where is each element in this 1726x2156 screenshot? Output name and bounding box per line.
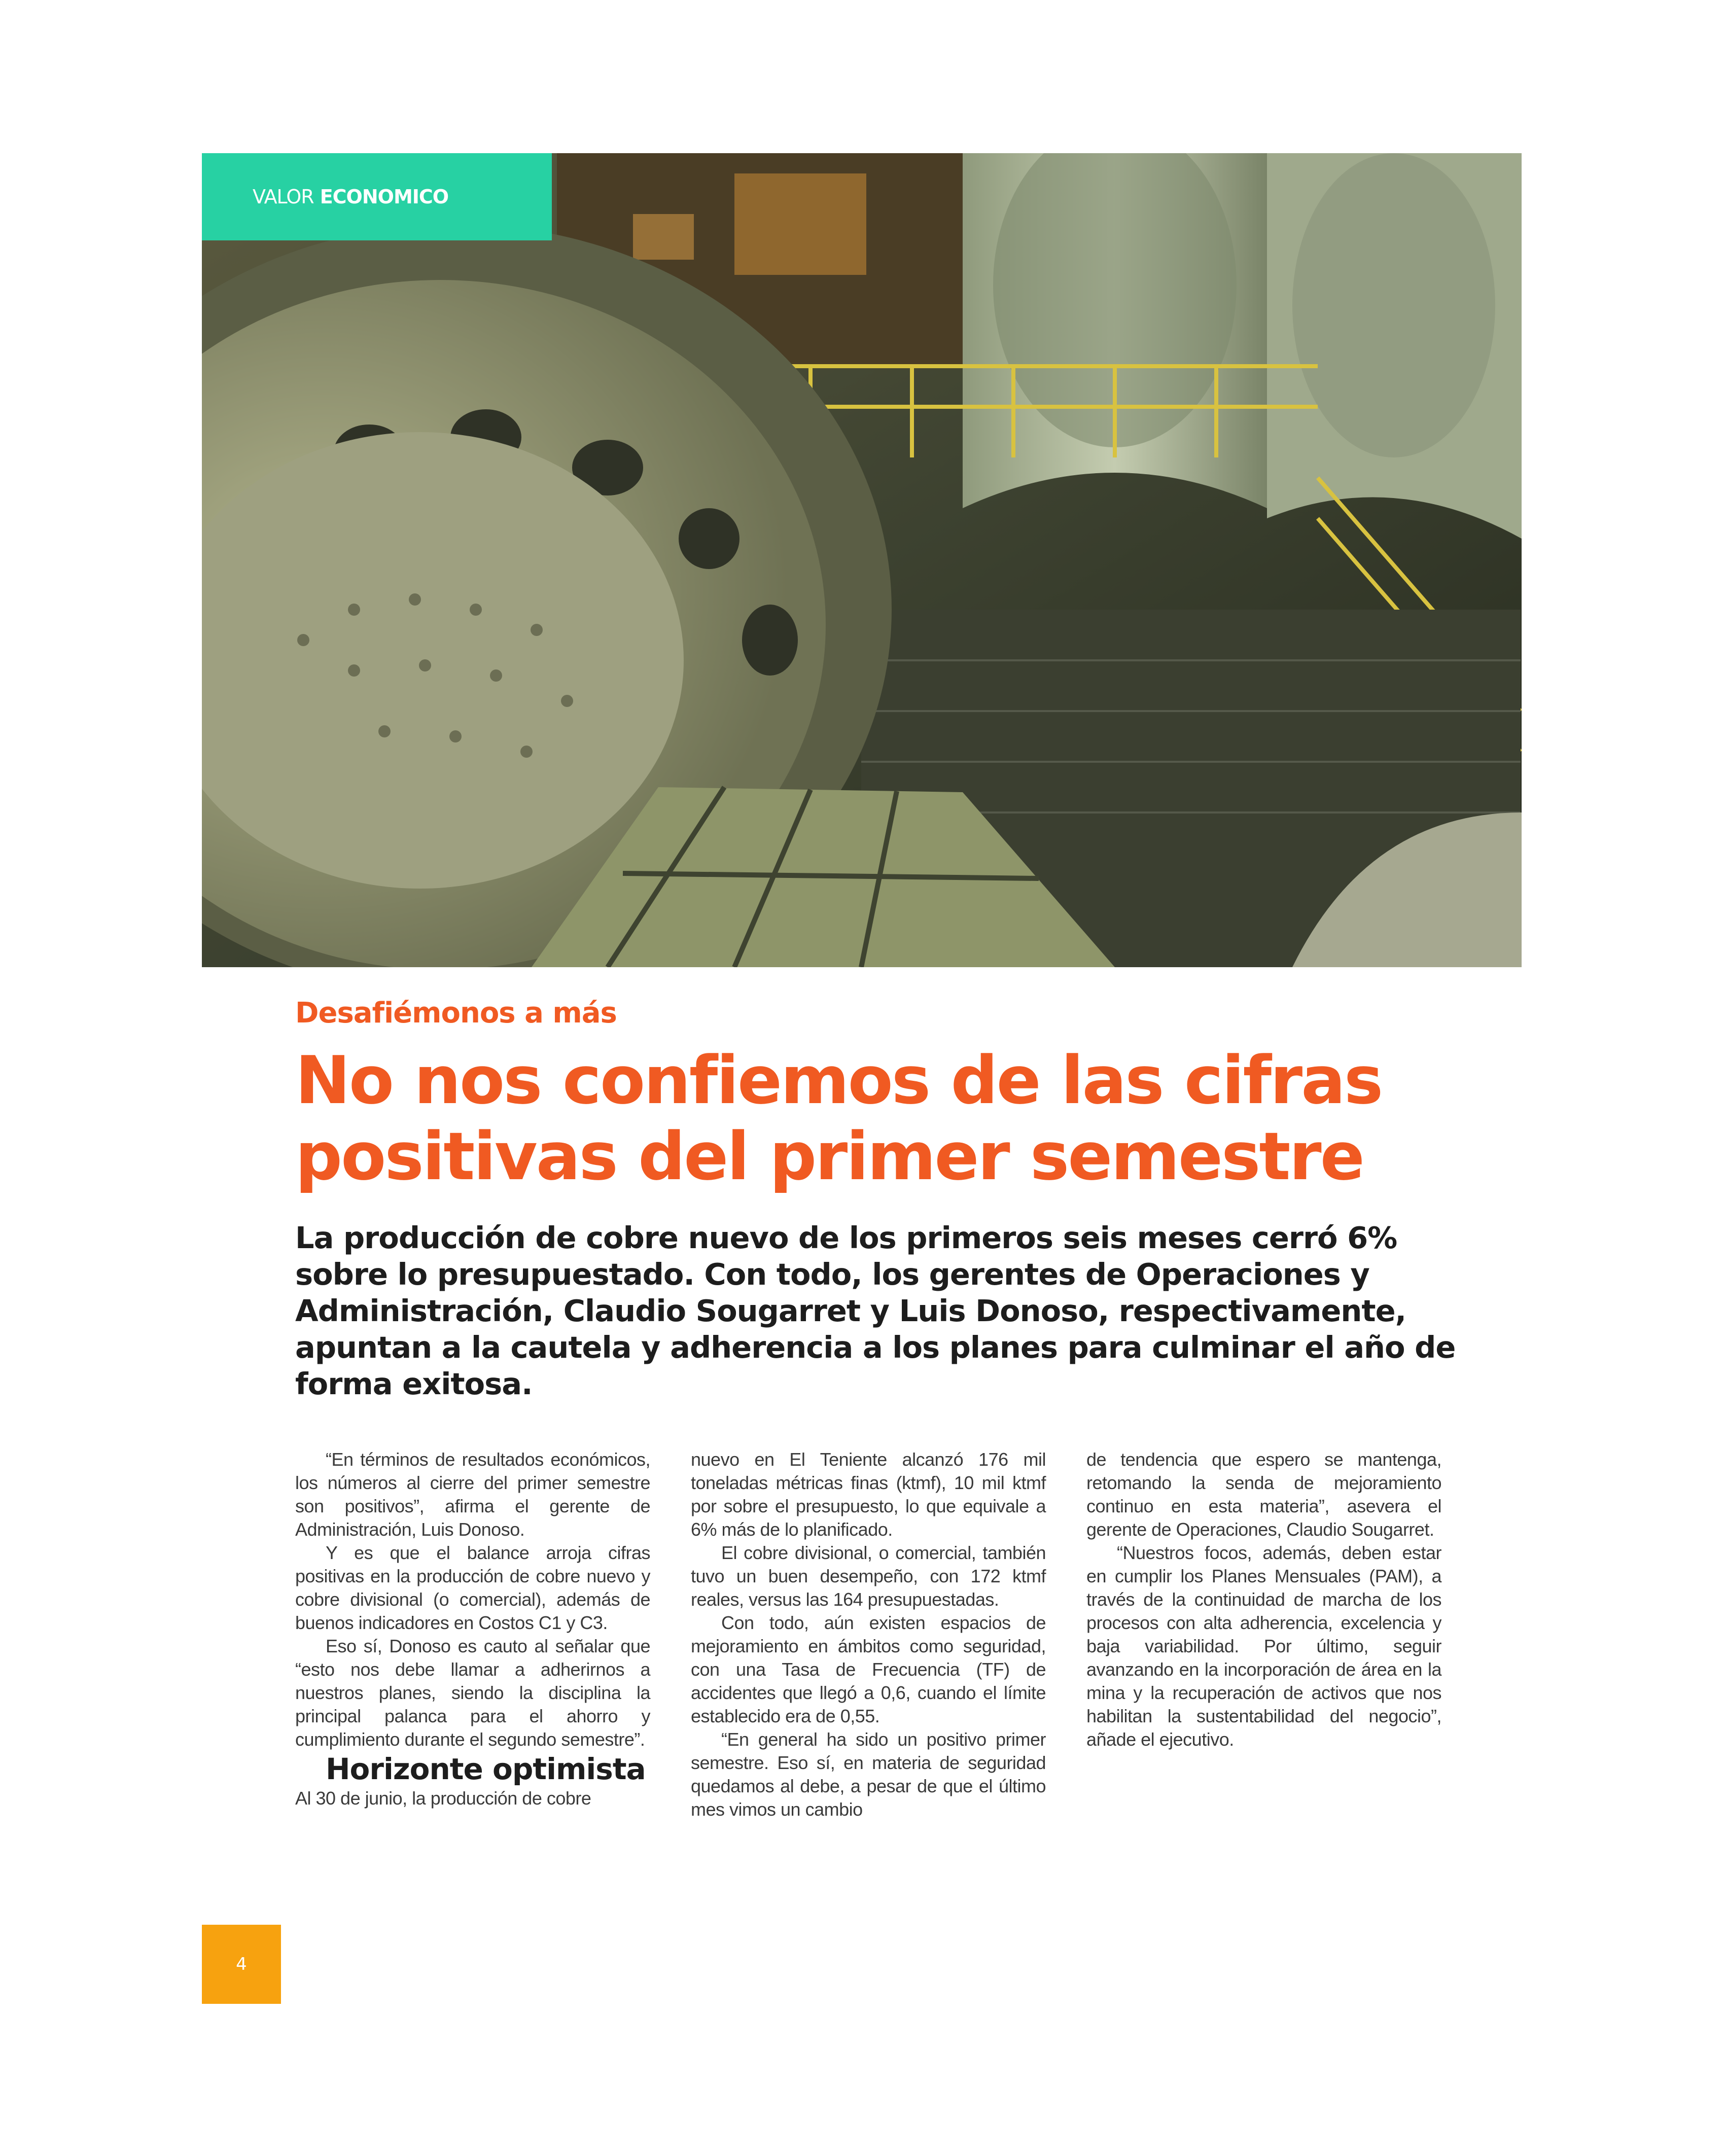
page-number: 4 [202, 1925, 281, 2004]
hero-photo [202, 153, 1522, 967]
paragraph: nuevo en El Teniente alcanzó 176 mil toneladas métricas finas (ktmf), 10 mil ktmf por sobre el presupuesto, lo que equivale a 6% más de lo planificado. [691, 1449, 1046, 1540]
headline-line-2: positivas del primer semestre [295, 1118, 1363, 1195]
section-tag-light: VALOR [253, 186, 314, 208]
paragraph: de tendencia que espero se mantenga, retomando la senda de mejoramiento continuo en esta materia”, asevera el gerente de Operaciones, Claudio Sougarret. [1086, 1449, 1441, 1540]
body-column-1 [295, 1448, 650, 1810]
paragraph: Eso sí, Donoso es cauto al señalar que “esto nos debe llamar a adherirnos a nuestros planes, siendo la disciplina la principal palanca para el ahorro y cumplimiento durante el segundo semestre”. [295, 1636, 650, 1750]
paragraph: “En términos de resultados económicos, los números al cierre del primer semestre son positivos”, afirma el gerente de Administración, Luis Donoso. [295, 1449, 650, 1540]
body-column-2 [691, 1448, 1046, 1821]
paragraph: “En general ha sido un positivo primer semestre. Eso sí, en materia de seguridad quedamos al debe, a pesar de que el último mes vimos un cambio [691, 1729, 1046, 1820]
industrial-mill-photo-icon [202, 153, 1522, 967]
paragraph: “Nuestros focos, además, deben estar en cumplir los Planes Mensuales (PAM), a través de la continuidad de marcha de los procesos con alta adherencia, excelencia y baja variabilidad. Por último, seguir avanzando en la incorporación de área en la mina y la recuperación de activos que nos habilitan la sustentabilidad del negocio”, añade el ejecutivo. [1086, 1542, 1441, 1750]
section-tag-bold: ECONOMICO [320, 186, 449, 208]
headline-line-1: No nos confiemos de las cifras [295, 1042, 1382, 1119]
body-column-3 [1086, 1448, 1441, 1751]
paragraph: Al 30 de junio, la producción de cobre [295, 1788, 591, 1809]
subhead: Horizonte optimista [326, 1752, 646, 1786]
paragraph: Con todo, aún existen espacios de mejoramiento en ámbitos como seguridad, con una Tasa de Frecuencia (TF) de accidentes que llegó a 0,6, cuando el límite establecido era de 0,55. [691, 1612, 1046, 1726]
lede: La producción de cobre nuevo de los primeros seis meses cerró 6% sobre lo presupuestado. Con todo, los gerentes de Operaciones y Administración, Claudio Sougarret y Luis Donoso, respectivamente, apuntan a la cautela y adherencia a los planes para culminar el año de forma exitosa. [295, 1220, 1456, 1401]
paragraph: El cobre divisional, o comercial, también tuvo un buen desempeño, con 172 ktmf reales, versus las 164 presupuestadas. [691, 1542, 1046, 1610]
paragraph: Y es que el balance arroja cifras positivas en la producción de cobre nuevo y cobre divisional (o comercial), además de buenos indicadores en Costos C1 y C3. [295, 1542, 650, 1633]
section-tag [202, 153, 552, 240]
kicker: Desafiémonos a más [295, 997, 617, 1030]
headline [295, 1042, 1512, 1194]
